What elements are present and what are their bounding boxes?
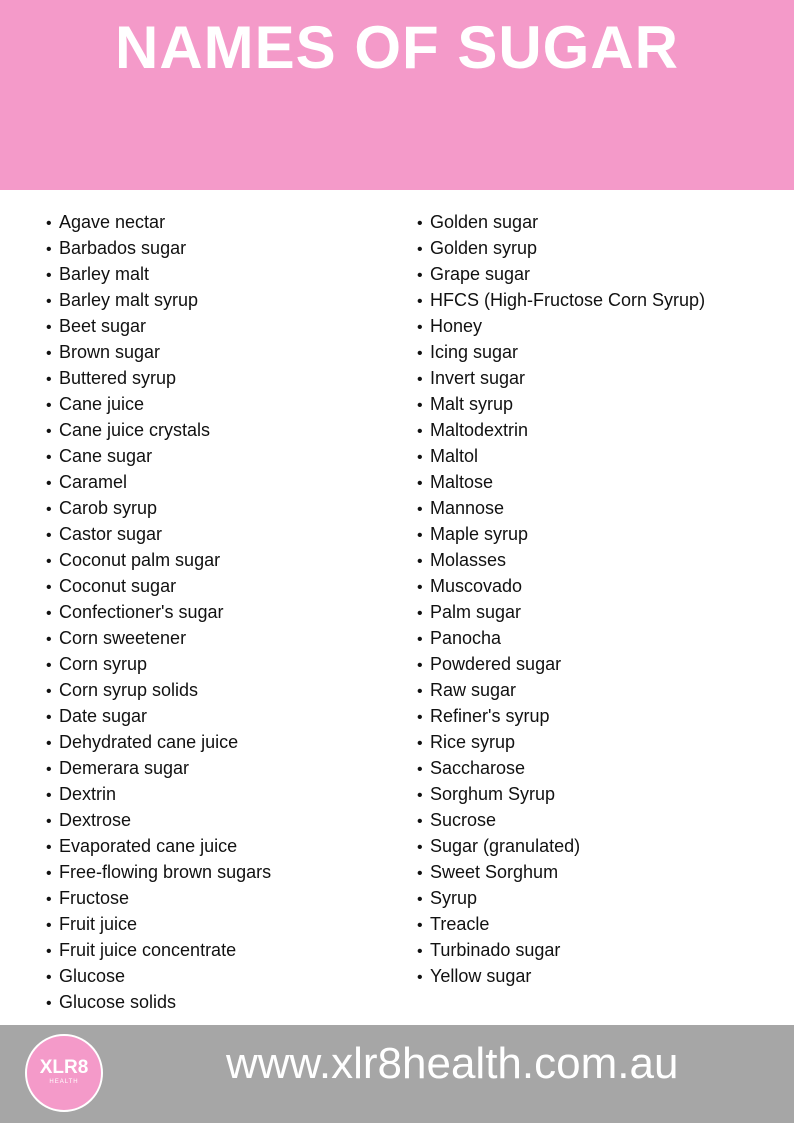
list-item-label: Dehydrated cane juice bbox=[59, 732, 239, 752]
list-item bbox=[46, 625, 271, 651]
list-item bbox=[417, 937, 705, 963]
list-item-label: Buttered syrup bbox=[59, 368, 177, 388]
list-item-label: Caramel bbox=[59, 472, 128, 492]
bullet-icon: • bbox=[46, 813, 52, 830]
list-item-label: HFCS (High-Fructose Corn Syrup) bbox=[430, 290, 706, 310]
bullet-icon: • bbox=[417, 969, 423, 986]
list-item-label: Demerara sugar bbox=[59, 758, 190, 778]
bullet-icon: • bbox=[46, 241, 52, 258]
list-item bbox=[46, 365, 271, 391]
list-item bbox=[46, 677, 271, 703]
list-item bbox=[417, 625, 705, 651]
bullet-icon: • bbox=[417, 787, 423, 804]
list-item-label: Invert sugar bbox=[430, 368, 526, 388]
list-item-label: Cane juice bbox=[59, 394, 145, 414]
bullet-icon: • bbox=[417, 813, 423, 830]
list-item-label: Barley malt bbox=[59, 264, 150, 284]
list-item-label: Barbados sugar bbox=[59, 238, 187, 258]
sugar-list-right bbox=[417, 209, 705, 989]
list-item bbox=[417, 209, 705, 235]
list-item-label: Coconut palm sugar bbox=[59, 550, 221, 570]
bullet-icon: • bbox=[46, 787, 52, 804]
bullet-icon: • bbox=[46, 891, 52, 908]
list-item-label: Maltose bbox=[430, 472, 494, 492]
bullet-icon: • bbox=[417, 917, 423, 934]
list-item bbox=[417, 573, 705, 599]
list-item bbox=[417, 495, 705, 521]
list-item-label: Free-flowing brown sugars bbox=[59, 862, 272, 882]
header-banner bbox=[0, 0, 794, 190]
list-item bbox=[46, 495, 271, 521]
list-item bbox=[46, 521, 271, 547]
bullet-icon: • bbox=[46, 293, 52, 310]
list-item-label: Agave nectar bbox=[59, 212, 166, 232]
list-item bbox=[417, 391, 705, 417]
list-item bbox=[417, 781, 705, 807]
list-item bbox=[46, 599, 271, 625]
list-item bbox=[46, 417, 271, 443]
list-item bbox=[46, 573, 271, 599]
list-item-label: Saccharose bbox=[430, 758, 526, 778]
bullet-icon: • bbox=[417, 449, 423, 466]
list-item-label: Sugar (granulated) bbox=[430, 836, 581, 856]
bullet-icon: • bbox=[46, 397, 52, 414]
list-item bbox=[417, 443, 705, 469]
website-url[interactable]: www.xlr8health.com.au bbox=[226, 1039, 679, 1088]
bullet-icon: • bbox=[417, 761, 423, 778]
list-item-label: Glucose solids bbox=[59, 992, 177, 1012]
bullet-icon: • bbox=[417, 657, 423, 674]
bullet-icon: • bbox=[417, 371, 423, 388]
bullet-icon: • bbox=[417, 267, 423, 284]
list-item-label: Fruit juice bbox=[59, 914, 138, 934]
list-item bbox=[417, 547, 705, 573]
list-item bbox=[46, 235, 271, 261]
list-item-label: Date sugar bbox=[59, 706, 148, 726]
list-item bbox=[46, 313, 271, 339]
list-item bbox=[46, 963, 271, 989]
bullet-icon: • bbox=[46, 449, 52, 466]
sugar-list-left bbox=[46, 209, 271, 1015]
list-item-label: Honey bbox=[430, 316, 483, 336]
list-item-label: Dextrose bbox=[59, 810, 132, 830]
list-item-label: Fruit juice concentrate bbox=[59, 940, 237, 960]
list-item bbox=[417, 313, 705, 339]
list-item-label: Powdered sugar bbox=[430, 654, 562, 674]
bullet-icon: • bbox=[46, 943, 52, 960]
bullet-icon: • bbox=[417, 553, 423, 570]
list-item bbox=[46, 651, 271, 677]
list-item bbox=[46, 859, 271, 885]
page-title: NAMES OF SUGAR bbox=[114, 14, 680, 81]
list-item bbox=[417, 521, 705, 547]
list-item bbox=[46, 547, 271, 573]
list-item bbox=[417, 755, 705, 781]
bullet-icon: • bbox=[417, 319, 423, 336]
list-item bbox=[46, 339, 271, 365]
bullet-icon: • bbox=[417, 241, 423, 258]
bullet-icon: • bbox=[46, 761, 52, 778]
list-item bbox=[417, 677, 705, 703]
bullet-icon: • bbox=[417, 293, 423, 310]
list-item-label: Maple syrup bbox=[430, 524, 529, 544]
list-item-label: Turbinado sugar bbox=[430, 940, 561, 960]
bullet-icon: • bbox=[417, 527, 423, 544]
list-item-label: Malt syrup bbox=[430, 394, 514, 414]
list-item-label: Raw sugar bbox=[430, 680, 517, 700]
bullet-icon: • bbox=[417, 631, 423, 648]
list-item bbox=[46, 755, 271, 781]
list-item bbox=[46, 443, 271, 469]
bullet-icon: • bbox=[46, 839, 52, 856]
bullet-icon: • bbox=[417, 423, 423, 440]
list-item-label: Brown sugar bbox=[59, 342, 161, 362]
list-item-label: Cane sugar bbox=[59, 446, 153, 466]
list-item-label: Treacle bbox=[430, 914, 490, 934]
list-item bbox=[46, 937, 271, 963]
bullet-icon: • bbox=[46, 319, 52, 336]
list-item-label: Castor sugar bbox=[59, 524, 163, 544]
list-item-label: Corn syrup bbox=[59, 654, 148, 674]
list-item bbox=[417, 729, 705, 755]
list-item bbox=[46, 729, 271, 755]
logo-text: XLR8 bbox=[39, 1057, 89, 1078]
list-item bbox=[417, 261, 705, 287]
list-item bbox=[46, 989, 271, 1015]
list-item-label: Corn syrup solids bbox=[59, 680, 199, 700]
list-item-label: Refiner's syrup bbox=[430, 706, 550, 726]
bullet-icon: • bbox=[46, 631, 52, 648]
bullet-icon: • bbox=[46, 709, 52, 726]
list-item-label: Syrup bbox=[430, 888, 478, 908]
list-item-label: Icing sugar bbox=[430, 342, 519, 362]
list-item bbox=[417, 833, 705, 859]
list-item-label: Confectioner's sugar bbox=[59, 602, 224, 622]
list-item bbox=[46, 391, 271, 417]
bullet-icon: • bbox=[46, 501, 52, 518]
list-item-label: Coconut sugar bbox=[59, 576, 177, 596]
list-item bbox=[46, 261, 271, 287]
list-item bbox=[417, 365, 705, 391]
bullet-icon: • bbox=[46, 579, 52, 596]
list-item bbox=[417, 287, 705, 313]
logo-subtext: HEALTH bbox=[49, 1079, 79, 1085]
list-item-label: Maltol bbox=[430, 446, 479, 466]
bullet-icon: • bbox=[417, 865, 423, 882]
bullet-icon: • bbox=[417, 345, 423, 362]
bullet-icon: • bbox=[46, 657, 52, 674]
list-item-label: Yellow sugar bbox=[430, 966, 532, 986]
bullet-icon: • bbox=[46, 267, 52, 284]
bullet-icon: • bbox=[417, 605, 423, 622]
list-item-label: Fructose bbox=[59, 888, 130, 908]
list-item-label: Grape sugar bbox=[430, 264, 531, 284]
list-item bbox=[417, 703, 705, 729]
bullet-icon: • bbox=[417, 501, 423, 518]
list-item-label: Golden syrup bbox=[430, 238, 538, 258]
bullet-icon: • bbox=[46, 371, 52, 388]
list-item bbox=[417, 807, 705, 833]
list-item bbox=[46, 807, 271, 833]
list-item-label: Panocha bbox=[430, 628, 502, 648]
list-item-label: Corn sweetener bbox=[59, 628, 187, 648]
bullet-icon: • bbox=[46, 605, 52, 622]
list-item-label: Glucose bbox=[59, 966, 126, 986]
list-item bbox=[46, 469, 271, 495]
list-item-label: Barley malt syrup bbox=[59, 290, 199, 310]
bullet-icon: • bbox=[417, 579, 423, 596]
list-item bbox=[417, 235, 705, 261]
bullet-icon: • bbox=[417, 943, 423, 960]
bullet-icon: • bbox=[417, 839, 423, 856]
list-item-label: Sorghum Syrup bbox=[430, 784, 556, 804]
list-item bbox=[417, 599, 705, 625]
bullet-icon: • bbox=[46, 345, 52, 362]
list-item-label: Sucrose bbox=[430, 810, 497, 830]
bullet-icon: • bbox=[417, 397, 423, 414]
list-item bbox=[46, 209, 271, 235]
bullet-icon: • bbox=[46, 917, 52, 934]
list-item-label: Maltodextrin bbox=[430, 420, 529, 440]
list-item bbox=[417, 417, 705, 443]
bullet-icon: • bbox=[46, 215, 52, 232]
list-item bbox=[46, 781, 271, 807]
list-item-label: Molasses bbox=[430, 550, 507, 570]
list-item bbox=[46, 833, 271, 859]
xlr8-logo bbox=[25, 1034, 103, 1112]
list-item-label: Evaporated cane juice bbox=[59, 836, 238, 856]
list-item bbox=[417, 911, 705, 937]
list-item bbox=[417, 859, 705, 885]
list-item-label: Golden sugar bbox=[430, 212, 539, 232]
list-item bbox=[46, 885, 271, 911]
list-item-label: Cane juice crystals bbox=[59, 420, 211, 440]
list-item-label: Palm sugar bbox=[430, 602, 522, 622]
bullet-icon: • bbox=[417, 891, 423, 908]
list-item-label: Muscovado bbox=[430, 576, 523, 596]
list-item bbox=[46, 287, 271, 313]
bullet-icon: • bbox=[46, 527, 52, 544]
list-item bbox=[417, 963, 705, 989]
list-item bbox=[46, 703, 271, 729]
list-item-label: Beet sugar bbox=[59, 316, 147, 336]
list-item bbox=[46, 911, 271, 937]
bullet-icon: • bbox=[46, 995, 52, 1012]
list-item bbox=[417, 885, 705, 911]
list-item-label: Sweet Sorghum bbox=[430, 862, 559, 882]
bullet-icon: • bbox=[46, 969, 52, 986]
list-item-label: Dextrin bbox=[59, 784, 117, 804]
bullet-icon: • bbox=[46, 553, 52, 570]
bullet-icon: • bbox=[417, 215, 423, 232]
bullet-icon: • bbox=[417, 683, 423, 700]
bullet-icon: • bbox=[46, 865, 52, 882]
list-item bbox=[417, 339, 705, 365]
bullet-icon: • bbox=[46, 683, 52, 700]
bullet-icon: • bbox=[417, 735, 423, 752]
list-item bbox=[417, 469, 705, 495]
list-item-label: Mannose bbox=[430, 498, 505, 518]
bullet-icon: • bbox=[46, 423, 52, 440]
bullet-icon: • bbox=[46, 735, 52, 752]
list-item bbox=[417, 651, 705, 677]
list-item-label: Carob syrup bbox=[59, 498, 158, 518]
list-item-label: Rice syrup bbox=[430, 732, 516, 752]
bullet-icon: • bbox=[417, 709, 423, 726]
bullet-icon: • bbox=[46, 475, 52, 492]
bullet-icon: • bbox=[417, 475, 423, 492]
